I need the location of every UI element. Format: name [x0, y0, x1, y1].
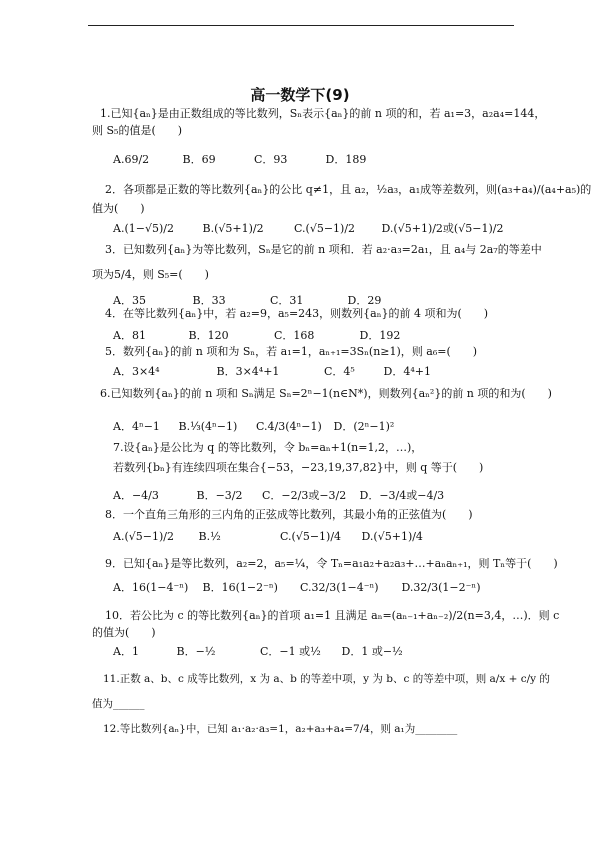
- q10-option-b: B．−½: [176, 645, 216, 658]
- q4-option-b: B．120: [188, 329, 229, 342]
- top-rule: [88, 25, 514, 26]
- q9-line1: 9．已知{aₙ}是等比数列，a₂=2，a₅=¼，令 Tₙ=a₁a₂+a₂a₃+…+aₙaₙ₊₁，则 Tₙ等于( ): [105, 557, 558, 570]
- q6-option-d: D．(2ⁿ−1)²: [333, 420, 395, 433]
- q6-line1: 6.已知数列{aₙ}的前 n 项和 Sₙ满足 Sₙ=2ⁿ−1(n∈N*)，则数列{aₙ²}的前 n 项的和为( ): [100, 387, 552, 400]
- q3-options: [113, 294, 381, 308]
- q9-option-d: D.32/3(1−2⁻ⁿ): [401, 581, 481, 594]
- q3-option-a: A．35: [113, 294, 146, 307]
- q8-option-b: B.½: [198, 530, 221, 543]
- q4-line1: 4．在等比数列{aₙ}中，若 a₂=9，a₅=243，则数列{aₙ}的前 4 项和为( ): [105, 307, 489, 320]
- q2-option-a: A.(1−√5)/2: [113, 222, 174, 235]
- q4-options: [113, 329, 400, 343]
- q7-option-d: D．−3/4或−4/3: [359, 489, 445, 502]
- q8-option-c: C.(√5−1)/4: [280, 530, 342, 543]
- q1-option-c: C．93: [254, 153, 288, 166]
- q2-option-b: B.(√5+1)/2: [202, 222, 264, 235]
- q4-option-a: A．81: [113, 329, 146, 342]
- q7-option-c: C．−2/3或−3/2: [262, 489, 347, 502]
- q7-line2: 若数列{bₙ}有连续四项在集合{−53，−23,19,37,82}中，则 q 等于( ): [113, 461, 484, 474]
- q9-option-b: B．16(1−2⁻ⁿ): [202, 581, 278, 594]
- q8-option-d: D.(√5+1)/4: [361, 530, 423, 543]
- q5-line1: 5．数列{aₙ}的前 n 项和为 Sₙ，若 a₁=1，aₙ₊₁=3Sₙ(n≥1)，则 a₆=( ): [105, 345, 478, 358]
- q5-option-a: A．3×4⁴: [113, 365, 160, 378]
- q5-option-d: D．4⁴+1: [383, 365, 431, 378]
- q6-option-c: C.4/3(4ⁿ−1): [256, 420, 322, 433]
- q3-option-d: D．29: [347, 294, 382, 307]
- q2-option-c: C.(√5−1)/2: [294, 222, 356, 235]
- q1-option-a: A.69/2: [113, 153, 150, 166]
- q1-line1: 1.已知{aₙ}是由正数组成的等比数列，Sₙ表示{aₙ}的前 n 项的和，若 a₁=3，a₂a₄=144，: [100, 107, 546, 120]
- q5-option-c: C．4⁵: [324, 365, 355, 378]
- q8-options: [113, 530, 423, 544]
- q1-options: [113, 153, 366, 167]
- q2-line1: 2．各项都是正数的等比数列{aₙ}的公比 q≠1，且 a₂，½a₃，a₁成等差数列，则(a₃+a₄)/(a₄+a₅)的: [105, 183, 592, 196]
- q6-option-b: B.⅓(4ⁿ−1): [178, 420, 238, 433]
- q2-options: [113, 222, 503, 236]
- q10-option-d: D．1 或−½: [341, 645, 403, 658]
- q1-option-d: D．189: [325, 153, 367, 166]
- q9-options: [113, 581, 481, 595]
- q3-line1: 3．已知数列{aₙ}为等比数列，Sₙ是它的前 n 项和．若 a₂·a₃=2a₁，且 a₄与 2a₇的等差中: [105, 243, 542, 256]
- q12-line1: 12.等比数列{aₙ}中，已知 a₁·a₂·a₃=1，a₂+a₃+a₄=7/4，则 a₁为________: [103, 723, 458, 735]
- q10-option-a: A．1: [113, 645, 139, 658]
- q10-line2: 的值为( ): [92, 626, 156, 639]
- q3-option-b: B．33: [192, 294, 226, 307]
- q4-option-d: D．192: [359, 329, 401, 342]
- q3-option-c: C．31: [270, 294, 304, 307]
- q7-options: [113, 489, 444, 503]
- q10-line1: 10．若公比为 c 的等比数列{aₙ}的首项 a₁=1 且满足 aₙ=(aₙ₋₁+aₙ₋₂)/2(n=3,4，…)．则 c: [105, 609, 560, 622]
- q5-option-b: B．3×4⁴+1: [216, 365, 280, 378]
- q9-option-a: A．16(1−4⁻ⁿ): [113, 581, 189, 594]
- q1-line2: 则 S₅的值是( ): [92, 124, 183, 137]
- q8-line1: 8．一个直角三角形的三内角的正弦成等比数列，其最小角的正弦值为( ): [105, 508, 473, 521]
- q10-option-c: C．−1 或½: [260, 645, 321, 658]
- q8-option-a: A.(√5−1)/2: [113, 530, 174, 543]
- q7-option-a: A．−4/3: [113, 489, 159, 502]
- q11-line1: 11.正数 a、b、c 成等比数列，x 为 a、b 的等差中项，y 为 b、c 的等差中项，则 a/x + c/y 的: [103, 673, 550, 685]
- q6-option-a: A．4ⁿ−1: [113, 420, 160, 433]
- q2-option-d: D.(√5+1)/2或(√5−1)/2: [381, 222, 504, 235]
- q4-option-c: C．168: [274, 329, 315, 342]
- q5-options: [113, 365, 431, 379]
- q3-line2: 项为5/4，则 S₅=( ): [92, 268, 209, 281]
- q9-option-c: C.32/3(1−4⁻ⁿ): [300, 581, 379, 594]
- q7-option-b: B．−3/2: [196, 489, 243, 502]
- q6-options: [113, 420, 394, 434]
- q2-line2: 值为( ): [92, 202, 145, 215]
- q11-line2: 值为______: [92, 698, 145, 710]
- q10-options: [113, 645, 403, 659]
- q1-option-b: B．69: [182, 153, 216, 166]
- page-title: 高一数学下(9): [250, 86, 350, 104]
- q7-line1: 7.设{aₙ}是公比为 q 的等比数列，令 bₙ=aₙ+1(n=1,2，…)，: [113, 441, 423, 454]
